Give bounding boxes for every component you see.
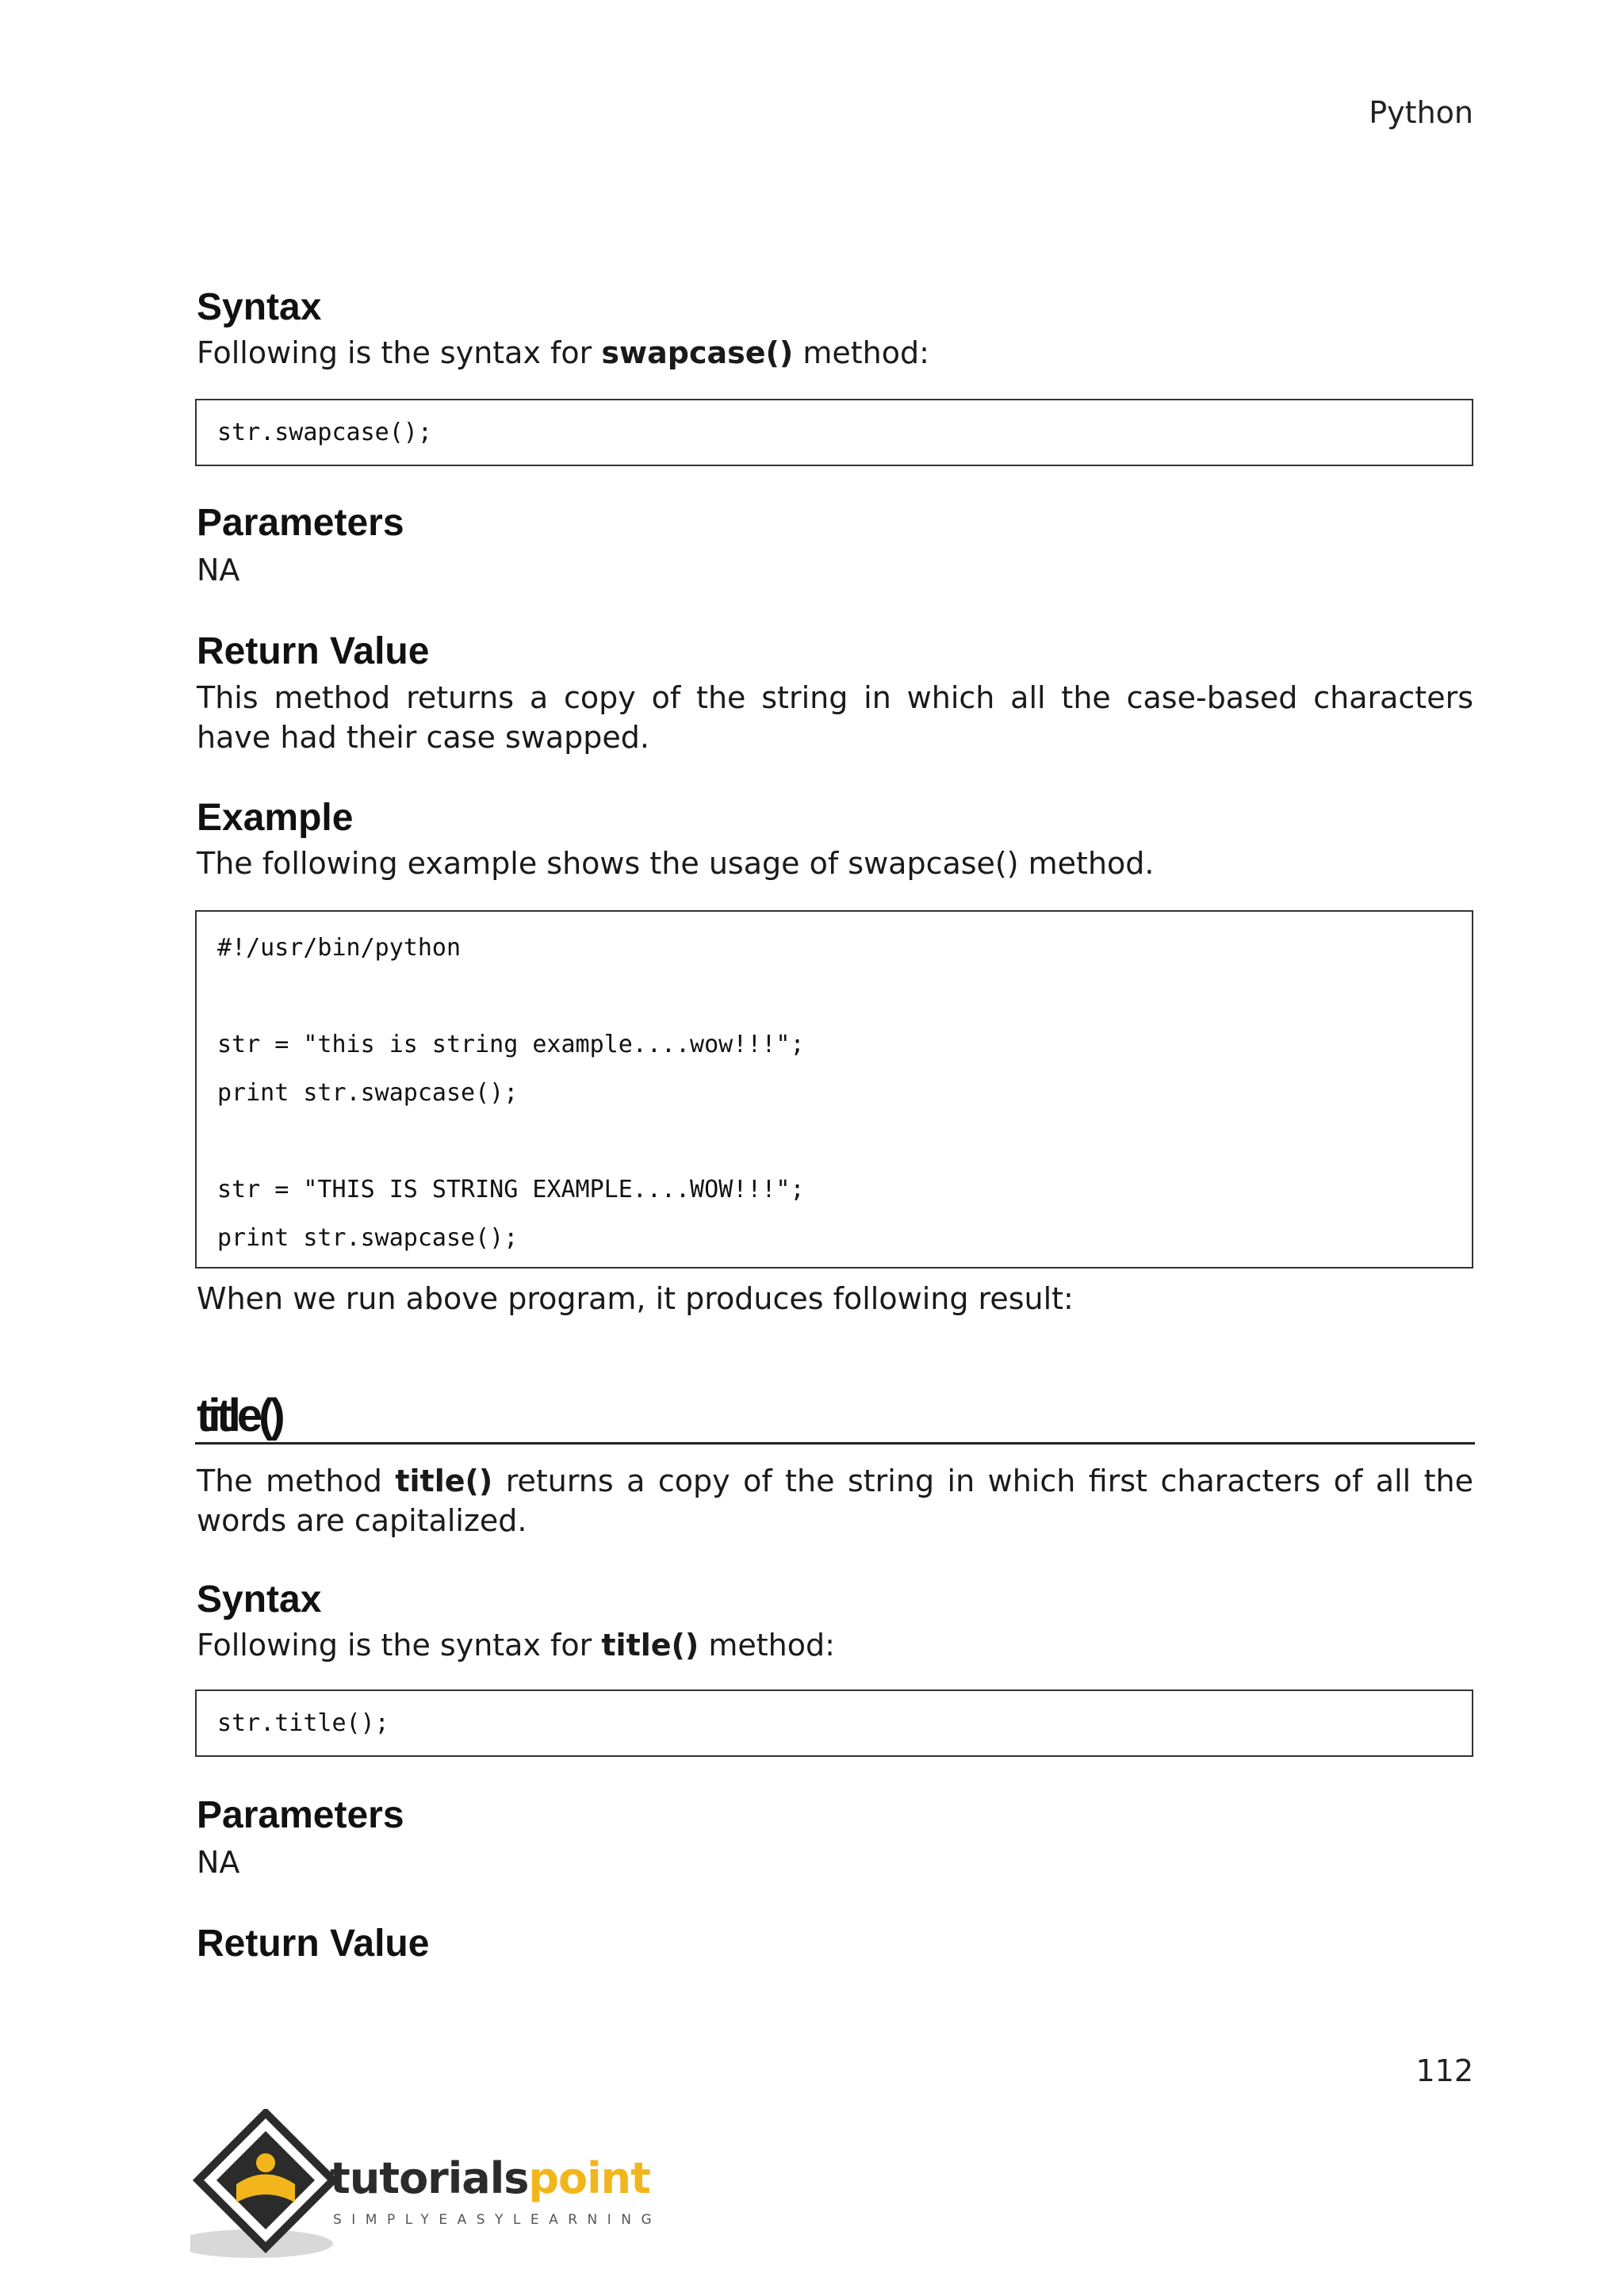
title-underline-rule bbox=[195, 1442, 1475, 1445]
code-line: str.title(); bbox=[217, 1709, 389, 1737]
code-line: str = "this is string example....wow!!!"; bbox=[217, 1031, 805, 1058]
code-line: print str.swapcase(); bbox=[217, 1224, 519, 1252]
result-text: When we run above program, it produces following result: bbox=[197, 1281, 1074, 1316]
parameters-text: NA bbox=[197, 1845, 240, 1880]
syntax-heading: Syntax bbox=[197, 1578, 322, 1621]
logo-wordmark: tutorialspoint bbox=[330, 2153, 650, 2203]
code-line: str = "THIS IS STRING EXAMPLE....WOW!!!"; bbox=[217, 1176, 805, 1203]
return-value-heading: Return Value bbox=[197, 1923, 430, 1965]
example-heading: Example bbox=[197, 797, 354, 839]
return-value-text: This method returns a copy of the string in which all the case-based characters have had their case swapped. bbox=[197, 680, 1473, 755]
code-line: str.swapcase(); bbox=[217, 419, 432, 446]
method-name: swapcase() bbox=[601, 335, 794, 370]
code-line: #!/usr/bin/python bbox=[217, 934, 462, 962]
syntax-intro: Following is the syntax for title() method: bbox=[197, 1628, 835, 1663]
example-intro: The following example shows the usage of swapcase() method. bbox=[197, 846, 1155, 881]
code-line bbox=[217, 1117, 1451, 1165]
method-name: title() bbox=[395, 1464, 493, 1498]
method-name: title() bbox=[601, 1628, 699, 1663]
parameters-heading: Parameters bbox=[197, 1794, 404, 1836]
code-line bbox=[217, 972, 1451, 1020]
syntax-heading: Syntax bbox=[197, 286, 322, 328]
parameters-heading: Parameters bbox=[197, 502, 404, 544]
syntax-intro: Following is the syntax for swapcase() method: bbox=[197, 335, 929, 370]
title-description: The method title() returns a copy of the string in which first characters of all the words are capitalized. bbox=[197, 1464, 1473, 1538]
parameters-text: NA bbox=[197, 553, 240, 587]
running-header: Python bbox=[1369, 95, 1473, 130]
example-code-block bbox=[195, 910, 1473, 1269]
section-title: title() bbox=[197, 1390, 282, 1441]
syntax-code-block bbox=[195, 1689, 1473, 1757]
syntax-code-block bbox=[195, 399, 1473, 466]
logo-tagline: SIMPLYEASYLEARNING bbox=[333, 2212, 662, 2228]
tutorialspoint-logo bbox=[190, 2109, 682, 2267]
page-number: 112 bbox=[1415, 2053, 1473, 2088]
code-line: print str.swapcase(); bbox=[217, 1079, 519, 1107]
reader-head-icon bbox=[256, 2153, 275, 2172]
return-value-heading: Return Value bbox=[197, 630, 430, 672]
